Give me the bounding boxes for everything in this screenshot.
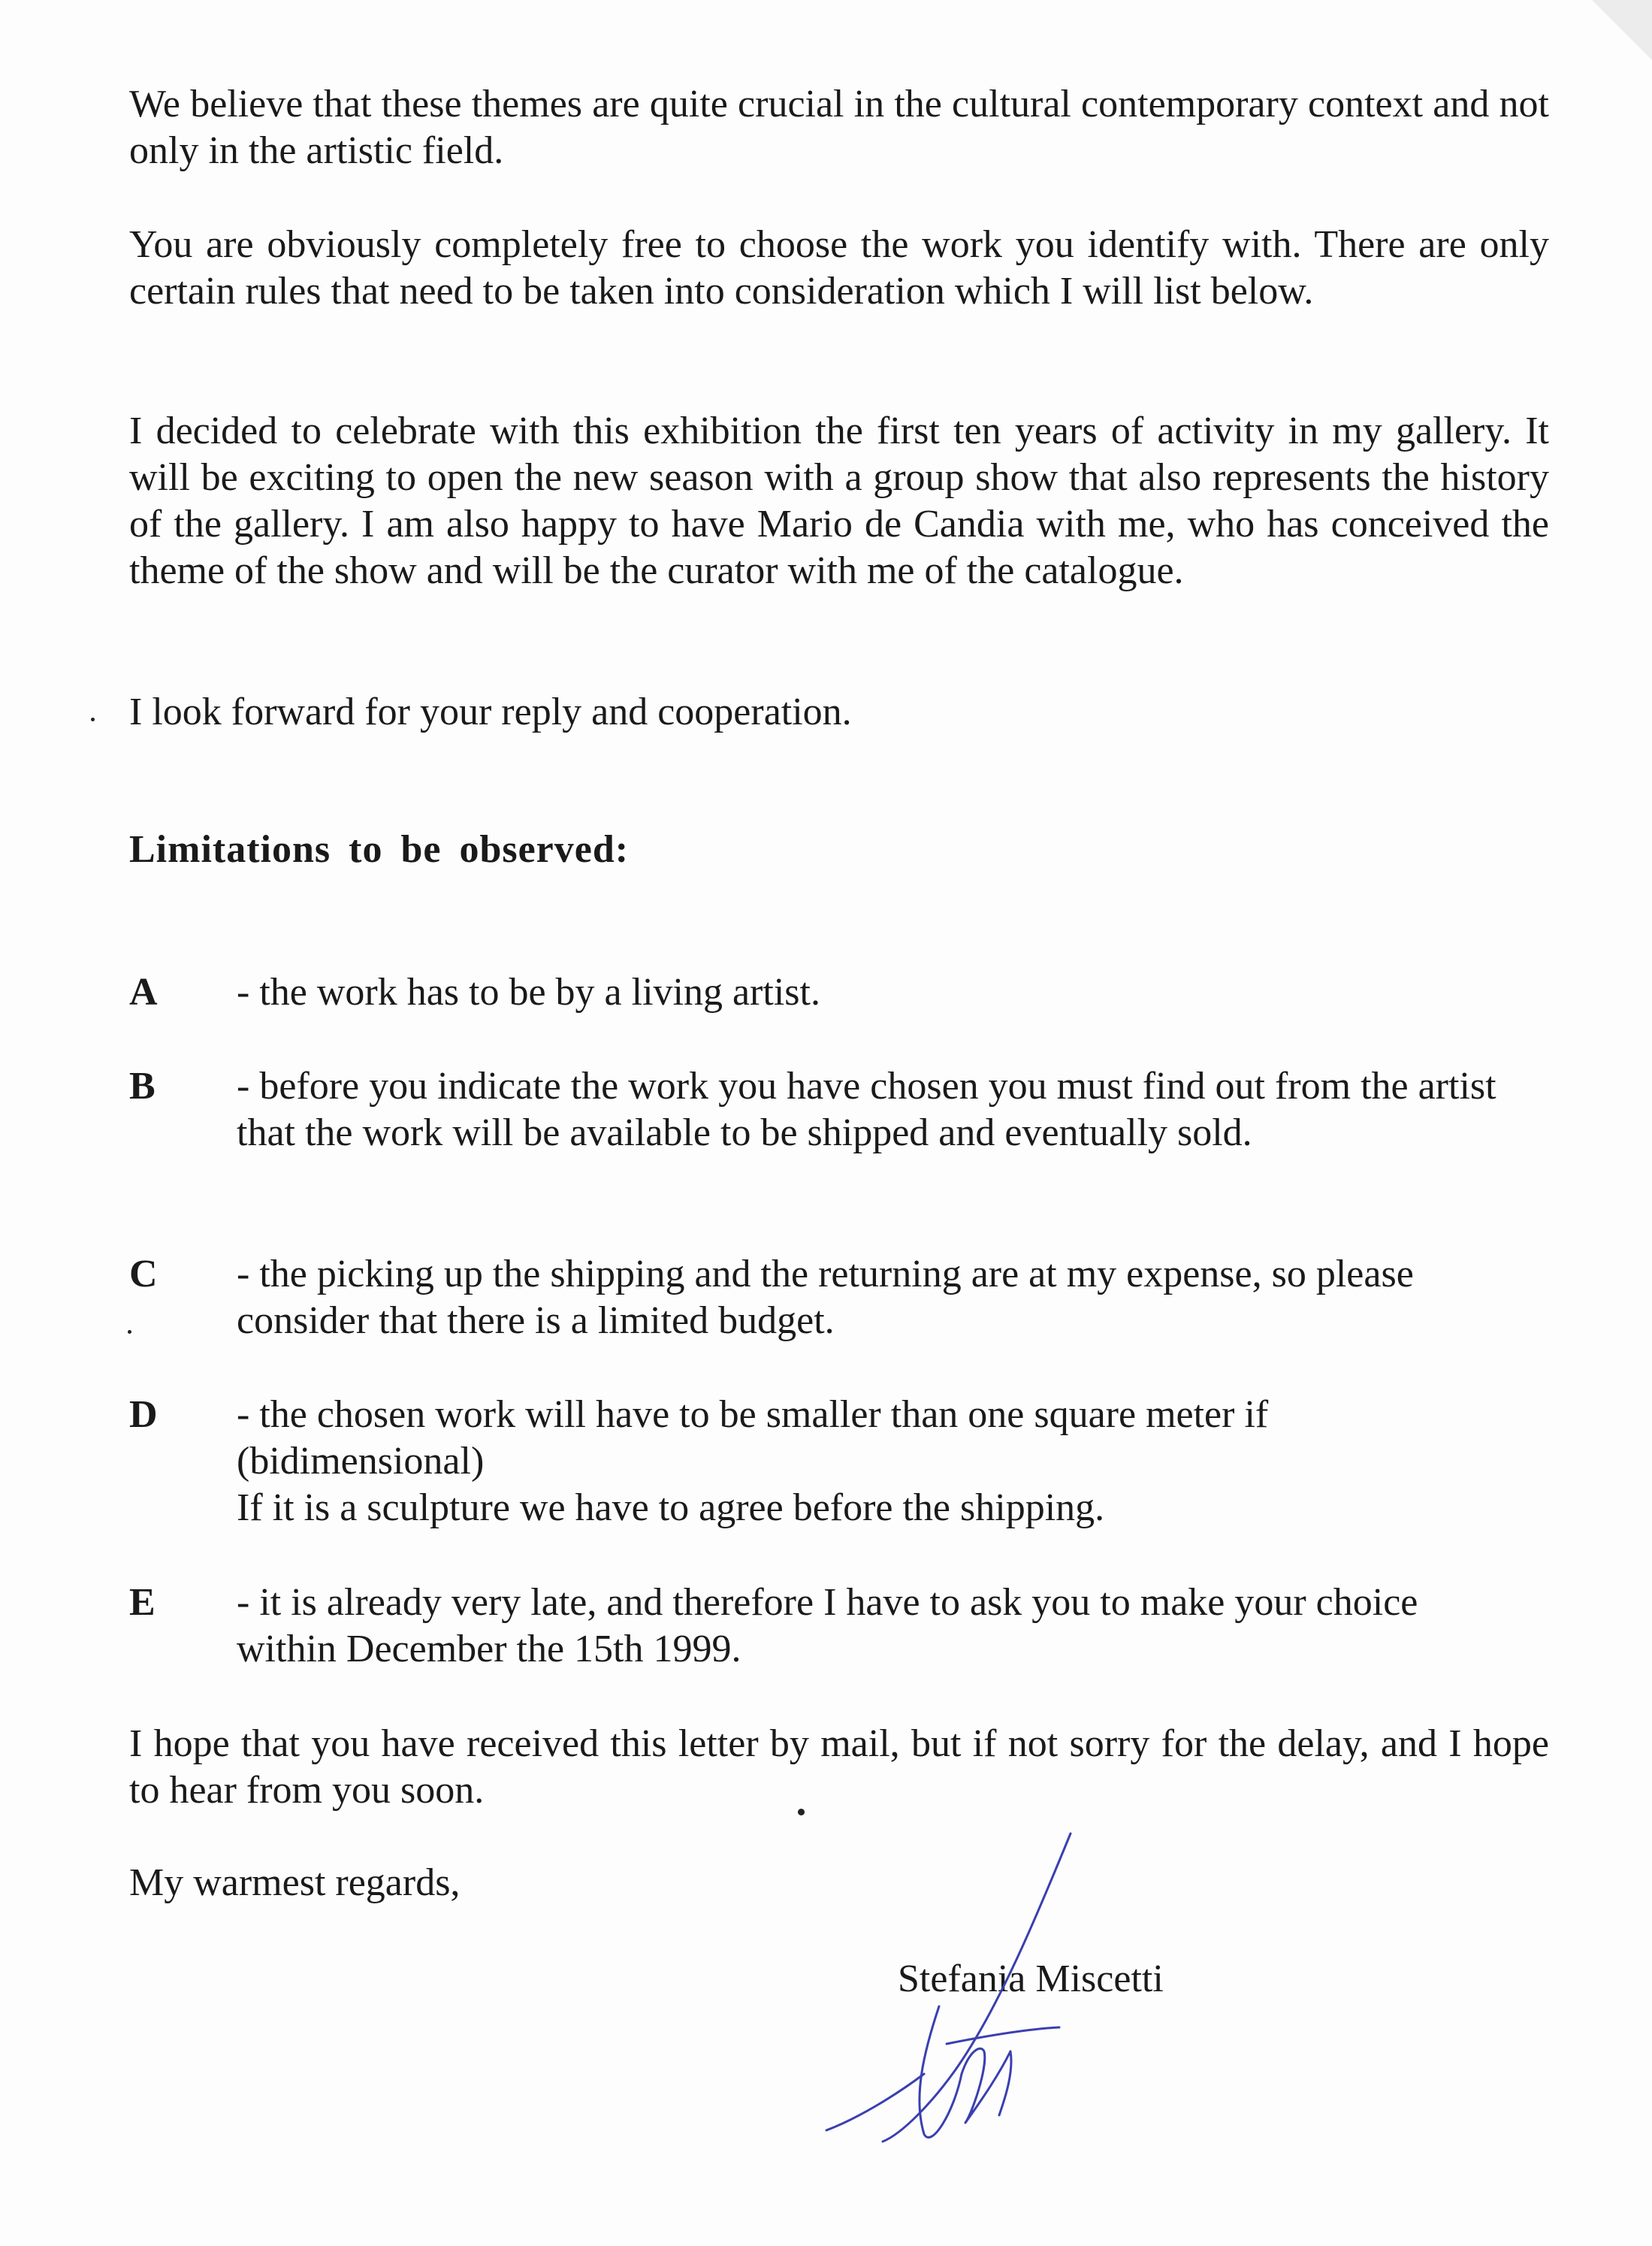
- limitations-heading: Limitations to be observed:: [129, 828, 630, 871]
- paragraph-celebration: I decided to celebrate with this exhibition the first ten years of activity in my gallery. It will be exciting to open the new season with a group show that also represents the history of the gallery. I am also happy to have Mario de Candia with me, who has conceived the theme of the show and will be the curator with me of the catalogue.: [129, 410, 1549, 592]
- limitation-text-d-line2: If it is a sculpture we have to agree before the shipping.: [237, 1486, 1105, 1529]
- signer-name: Stefania Miscetti: [898, 1957, 1164, 2000]
- limitation-letter-c: C: [129, 1253, 158, 1295]
- page-corner: [1592, 0, 1652, 60]
- limitation-letter-b: B: [129, 1065, 156, 1108]
- paper-speck: [128, 1330, 131, 1334]
- ink-dot: [798, 1809, 805, 1815]
- limitation-text-a: - the work has to be by a living artist.: [237, 971, 820, 1014]
- limitation-text-e: - it is already very late, and therefore I have to ask you to make your choice within December the 15th 1999.: [237, 1581, 1418, 1670]
- paragraph-final: I hope that you have received this letter by mail, but if not sorry for the delay, and I hope to hear from you soon.: [129, 1722, 1549, 1812]
- limitation-letter-e: E: [129, 1581, 156, 1624]
- closing-line: My warmest regards,: [129, 1861, 461, 1904]
- paragraph-free-choice: You are obviously completely free to choose the work you identify with. There are only certain rules that need to be taken into consideration which I will list below.: [129, 223, 1549, 313]
- limitation-text-d-line1: - the chosen work will have to be smaller than one square meter if (bidimensional): [237, 1393, 1269, 1483]
- limitation-letter-a: A: [129, 971, 158, 1014]
- limitation-text-c: - the picking up the shipping and the returning are at my expense, so please consider that there is a limited budget.: [237, 1253, 1414, 1342]
- paragraph-themes: We believe that these themes are quite crucial in the cultural contemporary context and not only in the artistic field.: [129, 83, 1549, 172]
- paper-speck: [91, 718, 95, 721]
- limitation-text-d: [237, 1392, 1514, 1531]
- handwritten-signature: [811, 1826, 1082, 2157]
- limitation-letter-d: D: [129, 1393, 158, 1436]
- limitation-text-b: - before you indicate the work you have chosen you must find out from the artist that the work will be available to be shipped and eventually sold.: [237, 1065, 1496, 1154]
- paragraph-reply: I look forward for your reply and cooperation.: [129, 691, 852, 733]
